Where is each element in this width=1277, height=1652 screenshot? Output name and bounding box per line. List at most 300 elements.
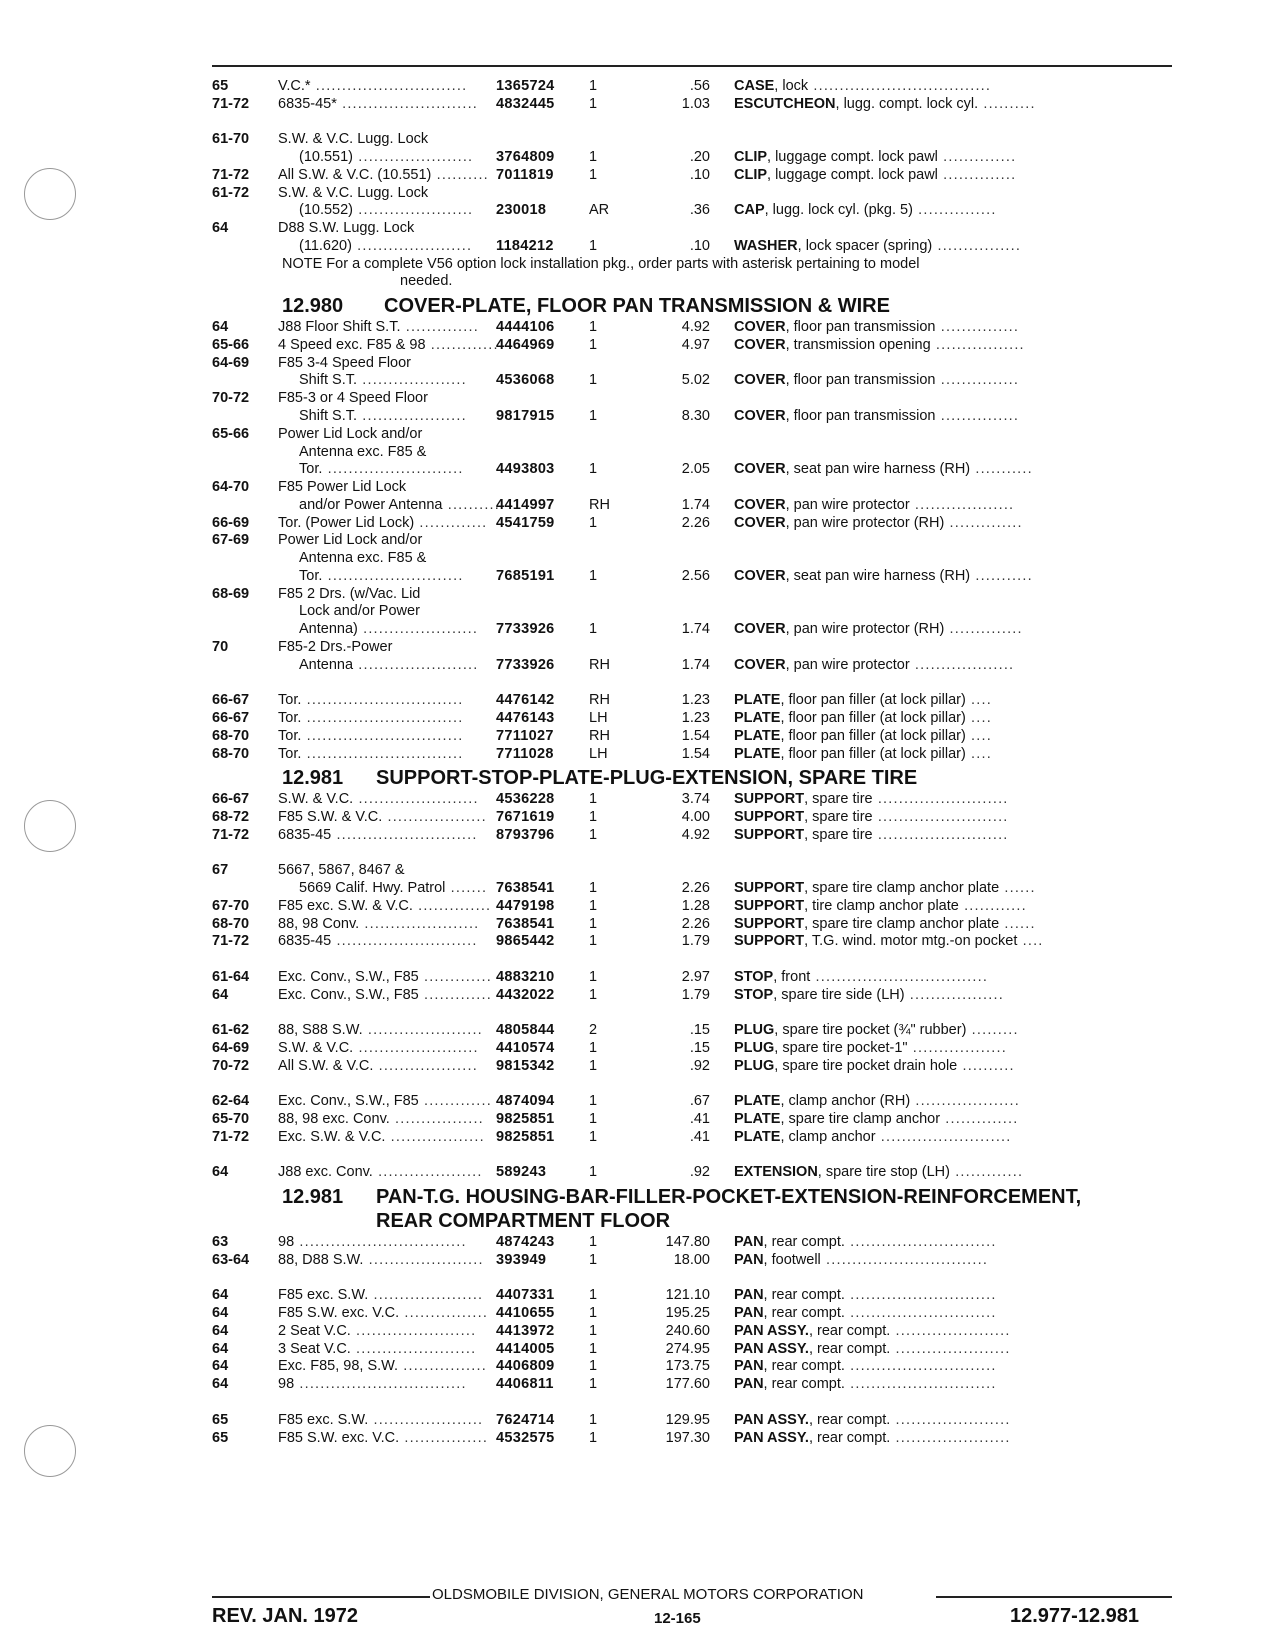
part-number: 4413972 <box>496 1322 555 1339</box>
part-row <box>0 354 1277 373</box>
price: 3.74 <box>681 791 710 808</box>
part-number: 4464969 <box>496 336 555 353</box>
quantity: 1 <box>589 915 598 932</box>
part-name-keyword: CAP <box>734 202 765 219</box>
leader-dots: .... <box>965 710 992 726</box>
leader-dots: ...................... <box>362 1022 483 1039</box>
part-number: 7711027 <box>496 727 554 744</box>
part-name-keyword: PAN ASSY. <box>734 1411 809 1428</box>
part-row <box>0 1039 1277 1058</box>
part-name-detail: , spare tire clamp anchor <box>780 1111 941 1128</box>
part-name-detail: , rear compt. <box>808 1429 891 1446</box>
part-name-keyword: PAN <box>734 1358 764 1375</box>
part-name-keyword: STOP <box>734 968 774 985</box>
leader-dots: .... <box>965 745 992 762</box>
part-name-keyword: SUPPORT <box>734 915 805 932</box>
part-row <box>0 1340 1277 1359</box>
price: 2.26 <box>681 514 710 531</box>
part-name-keyword: COVER <box>734 567 786 584</box>
part-row <box>0 148 1277 167</box>
model-description: 4 Speed exc. F85 & 98 ............. <box>278 336 499 353</box>
model-description: F85 S.W. & V.C. ................... <box>278 809 487 826</box>
part-name <box>734 1092 1020 1111</box>
part-row <box>0 790 1277 809</box>
part-name <box>734 826 1009 845</box>
part-name <box>734 1322 1011 1341</box>
leader-dots: ......................... <box>872 826 1009 843</box>
part-name <box>734 709 992 728</box>
model-description: Power Lid Lock and/or <box>278 532 423 549</box>
price: 177.60 <box>665 1376 710 1393</box>
leader-dots: ............. <box>418 1093 492 1110</box>
quantity: 1 <box>589 621 598 638</box>
part-number: 4883210 <box>496 968 555 985</box>
leader-dots: ........... <box>970 567 1033 584</box>
model-description: 98 ................................ <box>278 1234 467 1251</box>
part-name-keyword: PLATE <box>734 727 781 744</box>
quantity: 2 <box>589 1022 598 1039</box>
model-description: Tor. .......................... <box>299 461 464 478</box>
part-name-keyword: PAN <box>734 1287 764 1304</box>
leader-dots: ............................ <box>844 1234 997 1251</box>
part-number: 4432022 <box>496 986 555 1003</box>
model-description: Tor. .............................. <box>278 692 464 709</box>
part-row <box>0 389 1277 408</box>
price: 1.79 <box>681 933 710 950</box>
price: .10 <box>689 166 710 183</box>
part-name-keyword: EXTENSION <box>734 1164 818 1181</box>
model-description: Antenna ....................... <box>299 656 479 673</box>
quantity: 1 <box>589 968 598 985</box>
part-name <box>734 336 1025 355</box>
part-name-detail: , spare tire <box>804 791 873 808</box>
price: .20 <box>689 149 710 166</box>
part-name <box>734 201 997 220</box>
quantity: 1 <box>589 933 598 950</box>
part-number: 4479198 <box>496 897 555 914</box>
model-year: 64 <box>212 1322 229 1339</box>
model-year: 64 <box>212 1376 229 1393</box>
part-name <box>734 656 1014 675</box>
part-name-keyword: PAN <box>734 1251 764 1268</box>
footer-page-number: 12-165 <box>654 1610 701 1627</box>
part-name <box>734 148 1016 167</box>
part-name-detail: , rear compt. <box>763 1358 845 1375</box>
model-year: 66-67 <box>212 710 250 726</box>
part-row <box>0 1357 1277 1376</box>
quantity: 1 <box>589 1429 598 1446</box>
leader-dots: ...................... <box>359 915 480 932</box>
part-name-keyword: PLATE <box>734 745 781 762</box>
section-title: SUPPORT-STOP-PLATE-PLUG-EXTENSION, SPARE TIRE <box>376 767 918 790</box>
model-year: 65-70 <box>212 1111 250 1128</box>
model-year: 71-72 <box>212 826 250 843</box>
part-row <box>0 1286 1277 1305</box>
price: 2.97 <box>681 968 710 985</box>
price: 121.10 <box>665 1287 710 1304</box>
model-description: (11.620) ...................... <box>299 237 473 254</box>
leader-dots: ...................... <box>363 1251 484 1268</box>
model-description: Exc. F85, 98, S.W. ................ <box>278 1358 487 1375</box>
part-name-keyword: PLATE <box>734 710 781 726</box>
part-name-detail: , rear compt. <box>808 1322 891 1339</box>
part-number: 4493803 <box>496 461 555 478</box>
model-year: 71-72 <box>212 166 250 183</box>
part-number: 4532575 <box>496 1429 555 1446</box>
part-name-keyword: SUPPORT <box>734 933 805 950</box>
model-year: 61-64 <box>212 968 250 985</box>
part-name-keyword: COVER <box>734 461 786 478</box>
part-name <box>734 237 1021 256</box>
quantity: 1 <box>589 319 598 336</box>
model-year: 64 <box>212 1358 229 1375</box>
price: 147.80 <box>665 1234 710 1251</box>
leader-dots: ...................... <box>357 621 479 638</box>
price: .92 <box>689 1164 710 1181</box>
part-name-keyword: CLIP <box>734 149 768 166</box>
part-number: 230018 <box>496 202 547 219</box>
model-year: 68-70 <box>212 915 250 932</box>
note-text: NOTE For a complete V56 option lock installation pkg., order parts with asterisk pertaining to model <box>282 255 920 272</box>
model-year: 62-64 <box>212 1093 250 1110</box>
price: 2.26 <box>681 880 710 897</box>
model-description: F85 exc. S.W. ..................... <box>278 1287 484 1304</box>
part-name <box>734 496 1014 515</box>
part-name-keyword: COVER <box>734 514 786 531</box>
part-number: 1184212 <box>496 237 554 254</box>
model-description: 6835-45* .......................... <box>278 95 479 112</box>
part-name-detail: , footwell <box>763 1251 821 1268</box>
price: 197.30 <box>665 1429 710 1446</box>
note-line <box>0 255 1277 274</box>
part-row <box>0 407 1277 426</box>
part-row <box>0 1110 1277 1129</box>
part-row <box>0 496 1277 515</box>
leader-dots: ............................ <box>844 1358 997 1375</box>
model-year: 64 <box>212 986 229 1003</box>
model-year: 64 <box>212 1287 229 1304</box>
footer-rule-left <box>212 1596 430 1598</box>
part-name-keyword: SUPPORT <box>734 897 805 914</box>
model-description: V.C.* ............................. <box>278 78 468 94</box>
leader-dots: ...................... <box>890 1429 1011 1446</box>
model-year: 68-72 <box>212 809 250 826</box>
model-description: Antenna exc. F85 & <box>299 443 427 460</box>
part-name <box>734 318 1019 337</box>
part-number: 8793796 <box>496 826 555 843</box>
part-row <box>0 336 1277 355</box>
part-row <box>0 567 1277 586</box>
leader-dots: ................ <box>932 237 1022 254</box>
model-description: 3 Seat V.C. ....................... <box>278 1340 477 1357</box>
leader-dots: ................................. <box>810 968 989 985</box>
model-year: 68-70 <box>212 745 250 762</box>
model-description: F85 S.W. exc. V.C. ................ <box>278 1305 489 1322</box>
model-description: J88 exc. Conv. .................... <box>278 1164 483 1181</box>
model-description: 5669 Calif. Hwy. Patrol ....... <box>299 880 488 897</box>
leader-dots: .................... <box>372 1164 483 1181</box>
part-name-detail: , pan wire protector <box>785 496 910 513</box>
part-number: 7638541 <box>496 915 555 932</box>
part-name <box>734 514 1023 533</box>
section-title: REAR COMPARTMENT FLOOR <box>376 1210 671 1233</box>
part-row <box>0 130 1277 149</box>
part-name <box>734 166 1016 185</box>
part-name-detail: , spare tire pocket (¾" rubber) <box>774 1022 967 1039</box>
part-number: 9815342 <box>496 1057 555 1074</box>
section-heading <box>0 1209 1277 1233</box>
leader-dots: .............................. <box>301 692 464 709</box>
part-row <box>0 201 1277 220</box>
price: 5.02 <box>681 372 710 389</box>
part-number: 4406811 <box>496 1376 554 1393</box>
leader-dots: .............................. <box>301 745 464 762</box>
part-name-detail: , seat pan wire harness (RH) <box>785 461 971 478</box>
part-row <box>0 691 1277 710</box>
note-text: needed. <box>400 273 453 290</box>
part-name <box>734 1128 1012 1147</box>
price: .10 <box>689 237 710 254</box>
model-description: F85 2 Drs. (w/Vac. Lid <box>278 585 421 602</box>
leader-dots: .......... <box>431 166 489 183</box>
part-name-keyword: SUPPORT <box>734 809 805 826</box>
part-row <box>0 986 1277 1005</box>
part-number: 4541759 <box>496 514 555 531</box>
quantity: RH <box>589 496 610 513</box>
model-description: 98 ................................ <box>278 1376 467 1393</box>
leader-dots: .............. <box>412 897 492 914</box>
section-number: 12.981 <box>282 1186 344 1209</box>
part-number: 9817915 <box>496 408 555 424</box>
part-name <box>734 790 1009 809</box>
quantity: AR <box>589 202 610 219</box>
quantity: 1 <box>589 1128 598 1145</box>
leader-dots: ................ <box>399 1305 489 1322</box>
model-description: Power Lid Lock and/or <box>278 425 423 442</box>
part-name-keyword: SUPPORT <box>734 826 805 843</box>
quantity: 1 <box>589 514 598 531</box>
part-name-keyword: PAN ASSY. <box>734 1322 809 1339</box>
part-name-detail: , pan wire protector (RH) <box>785 514 945 531</box>
leader-dots: ................................ <box>294 1234 467 1251</box>
price: 1.03 <box>681 95 710 112</box>
leader-dots: ................... <box>909 656 1015 673</box>
model-description: All S.W. & V.C. ................... <box>278 1057 478 1074</box>
leader-dots: ............. <box>418 986 492 1003</box>
model-description: 6835-45 ........................... <box>278 826 478 843</box>
quantity: 1 <box>589 461 598 478</box>
part-name-keyword: COVER <box>734 372 786 389</box>
part-number: 4536228 <box>496 791 555 808</box>
part-name-detail: , luggage compt. lock pawl <box>767 149 938 166</box>
part-number: 9865442 <box>496 933 555 950</box>
part-row <box>0 620 1277 639</box>
part-number: 7011819 <box>496 166 554 183</box>
part-name-detail: , rear compt. <box>763 1287 845 1304</box>
price: 2.56 <box>681 567 710 584</box>
model-description: F85 3-4 Speed Floor <box>278 354 411 371</box>
quantity: 1 <box>589 1340 598 1357</box>
price: 1.74 <box>681 656 710 673</box>
part-row <box>0 95 1277 114</box>
part-row <box>0 237 1277 256</box>
quantity: 1 <box>589 986 598 1003</box>
part-name <box>734 808 1009 827</box>
part-name-keyword: WASHER <box>734 237 798 254</box>
part-name-detail: , lugg. lock cyl. (pkg. 5) <box>764 202 913 219</box>
price: 173.75 <box>665 1358 710 1375</box>
price: 240.60 <box>665 1322 710 1339</box>
model-description: Tor. .......................... <box>299 567 464 584</box>
leader-dots: ............................ <box>844 1287 997 1304</box>
part-row <box>0 932 1277 951</box>
price: 1.54 <box>681 727 710 744</box>
part-name-keyword: CASE <box>734 78 775 94</box>
leader-dots: ............. <box>414 514 488 531</box>
model-description: Exc. Conv., S.W., F85 ............. <box>278 986 492 1003</box>
model-year: 67-69 <box>212 532 250 549</box>
part-row <box>0 585 1277 604</box>
price: 2.05 <box>681 461 710 478</box>
leader-dots: .................... <box>357 408 467 424</box>
quantity: 1 <box>589 237 598 254</box>
leader-dots: ................ <box>399 1429 489 1446</box>
quantity: 1 <box>589 809 598 826</box>
part-row <box>0 656 1277 675</box>
part-number: 393949 <box>496 1251 547 1268</box>
model-year: 63-64 <box>212 1251 250 1268</box>
leader-dots: ................... <box>382 809 487 826</box>
part-name <box>734 77 991 96</box>
note-line <box>0 272 1277 291</box>
leader-dots: ...................... <box>890 1340 1011 1357</box>
model-description: F85 exc. S.W. ..................... <box>278 1411 484 1428</box>
footer-rule-right <box>936 1596 1172 1598</box>
model-description: F85 S.W. exc. V.C. ................ <box>278 1429 489 1446</box>
section-number: 12.981 <box>282 767 344 790</box>
model-description: Exc. Conv., S.W., F85 ............. <box>278 968 492 985</box>
part-number: 7685191 <box>496 567 555 584</box>
section-heading <box>0 1185 1277 1209</box>
price: .15 <box>689 1022 710 1039</box>
part-name-detail: , spare tire <box>804 826 873 843</box>
model-description: S.W. & V.C. ....................... <box>278 791 479 808</box>
part-name <box>734 932 1044 951</box>
model-description: 88, 98 exc. Conv. ................. <box>278 1111 484 1128</box>
part-row <box>0 1429 1277 1448</box>
part-name-keyword: PAN ASSY. <box>734 1340 809 1357</box>
price: 1.23 <box>681 710 710 726</box>
footer-revision: REV. JAN. 1972 <box>212 1605 359 1627</box>
part-name-detail: , floor pan filler (at lock pillar) <box>780 727 966 744</box>
model-description: Tor. (Power Lid Lock) ............. <box>278 514 488 531</box>
model-year: 64 <box>212 319 229 336</box>
model-year: 63 <box>212 1234 229 1251</box>
quantity: 1 <box>589 149 598 166</box>
model-year: 68-70 <box>212 727 250 744</box>
model-description: (10.552) ...................... <box>299 202 474 219</box>
part-row <box>0 1092 1277 1111</box>
leader-dots: ............... <box>935 372 1020 389</box>
quantity: 1 <box>589 1234 598 1251</box>
quantity: RH <box>589 656 610 673</box>
part-name-keyword: ESCUTCHEON <box>734 95 836 112</box>
model-description: F85-3 or 4 Speed Floor <box>278 390 428 407</box>
part-row <box>0 879 1277 898</box>
quantity: 1 <box>589 1322 598 1339</box>
model-description: S.W. & V.C. Lugg. Lock <box>278 184 429 201</box>
part-name <box>734 1411 1011 1430</box>
model-description: Tor. .............................. <box>278 710 464 726</box>
leader-dots: .......................... <box>336 95 479 112</box>
quantity: 1 <box>589 95 598 112</box>
price: 195.25 <box>665 1305 710 1322</box>
part-name <box>734 371 1019 390</box>
part-number: 9825851 <box>496 1128 555 1145</box>
leader-dots: ................. <box>930 336 1025 353</box>
part-number: 4874243 <box>496 1234 555 1251</box>
model-year: 71-72 <box>212 95 250 112</box>
model-description: Antenna) ...................... <box>299 621 479 638</box>
leader-dots: ............................. <box>310 78 468 94</box>
quantity: 1 <box>589 1251 598 1268</box>
price: .36 <box>689 202 710 219</box>
model-year: 64 <box>212 1305 229 1322</box>
leader-dots: ............... <box>912 202 997 219</box>
price: .41 <box>689 1111 710 1128</box>
part-name <box>734 745 992 764</box>
part-number: 7638541 <box>496 880 555 897</box>
part-row <box>0 1304 1277 1323</box>
part-row <box>0 318 1277 337</box>
part-row <box>0 808 1277 827</box>
part-row <box>0 915 1277 934</box>
part-row <box>0 478 1277 497</box>
leader-dots: ....................... <box>353 791 479 808</box>
part-name <box>734 691 992 710</box>
part-name-detail: , T.G. wind. motor mtg.-on pocket <box>804 933 1018 950</box>
section-number: 12.980 <box>282 295 344 318</box>
part-name-detail: , spare tire clamp anchor plate <box>804 880 1000 897</box>
part-name-keyword: PAN ASSY. <box>734 1429 809 1446</box>
part-name-detail: , pan wire protector <box>785 656 910 673</box>
model-description: All S.W. & V.C. (10.551) .......... <box>278 166 489 183</box>
leader-dots: .......................... <box>322 461 464 478</box>
leader-dots: .................... <box>357 372 467 389</box>
part-name <box>734 968 988 987</box>
part-row <box>0 826 1277 845</box>
leader-dots: ................... <box>909 496 1015 513</box>
part-number: 4444106 <box>496 319 555 336</box>
price: .56 <box>689 78 710 94</box>
part-name-detail: , rear compt. <box>763 1376 845 1393</box>
leader-dots: .................... <box>910 1093 1020 1110</box>
part-name-keyword: SUPPORT <box>734 791 805 808</box>
part-name <box>734 1304 997 1323</box>
leader-dots: ............................ <box>844 1305 997 1322</box>
part-name-keyword: PLATE <box>734 1128 781 1145</box>
leader-dots: ............................... <box>820 1251 989 1268</box>
price: 4.00 <box>681 809 710 826</box>
part-row <box>0 166 1277 185</box>
quantity: LH <box>589 710 608 726</box>
leader-dots: ......................... <box>872 791 1009 808</box>
part-name <box>734 727 992 746</box>
part-name-keyword: COVER <box>734 621 786 638</box>
part-row <box>0 1163 1277 1182</box>
part-name-detail: , lock spacer (spring) <box>797 237 933 254</box>
leader-dots: .............. <box>940 1111 1019 1128</box>
